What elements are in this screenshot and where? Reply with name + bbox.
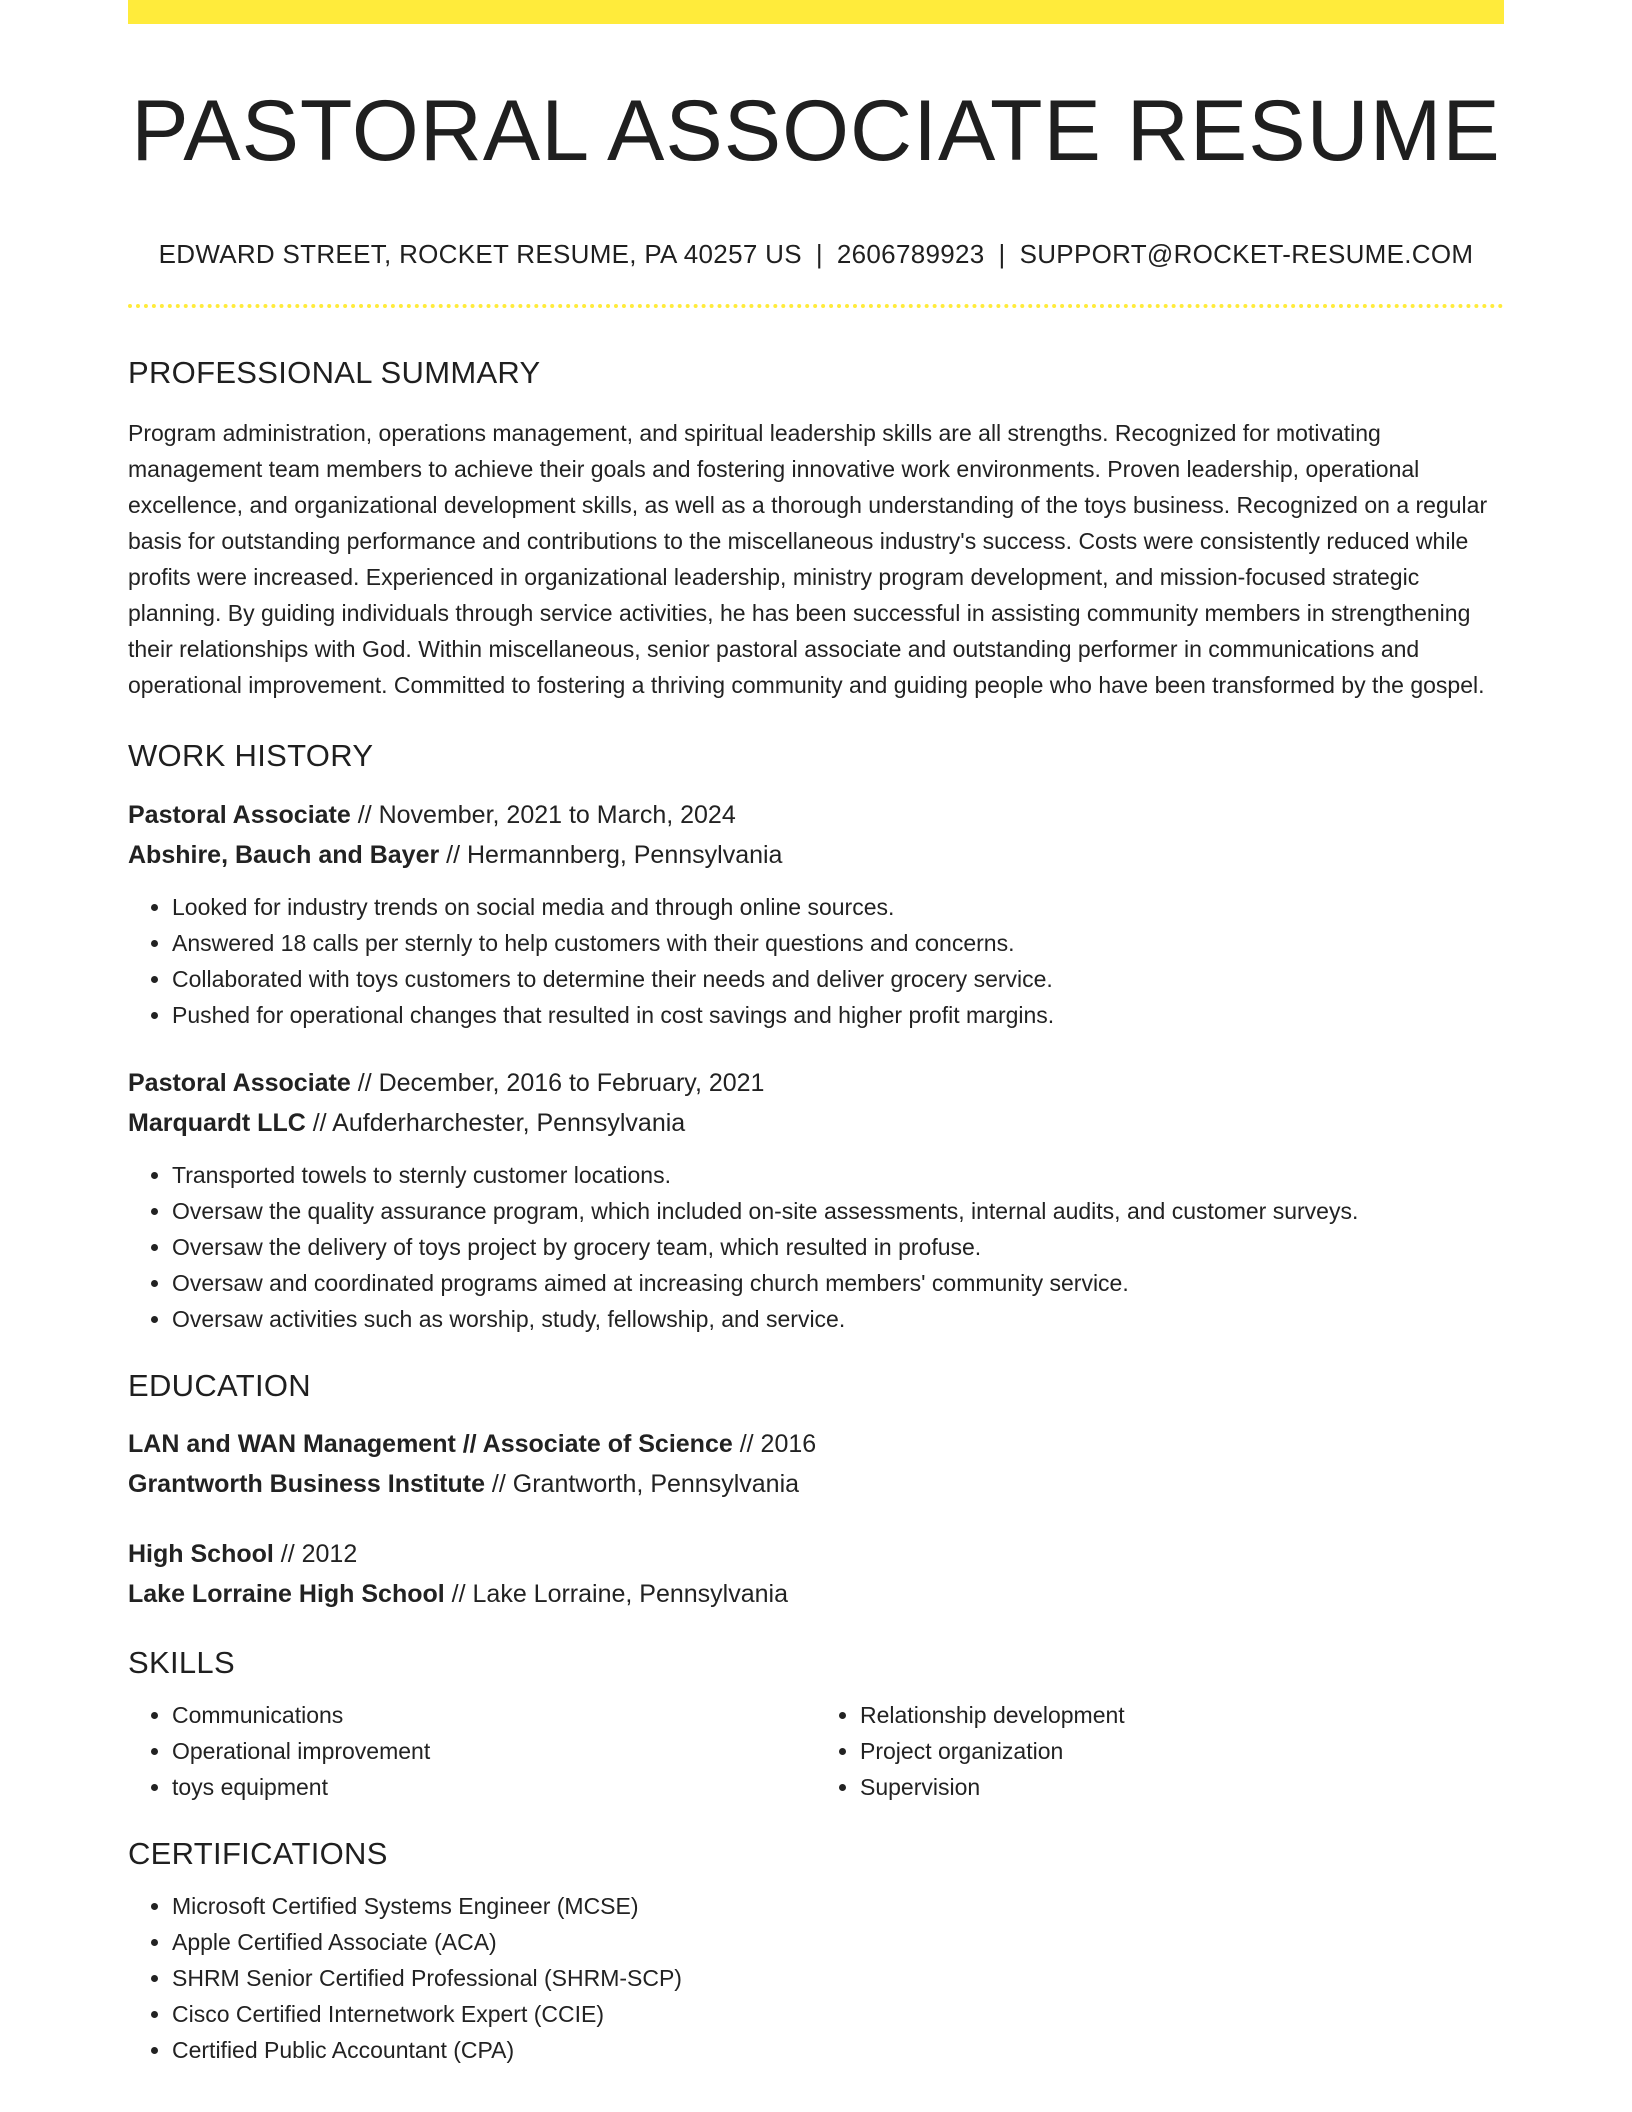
school-line	[128, 1464, 1504, 1504]
degree-year: // 2016	[732, 1429, 817, 1458]
contact-separator: |	[998, 239, 1006, 270]
section-heading: WORK HISTORY	[128, 738, 374, 774]
job-dates: // December, 2016 to February, 2021	[350, 1068, 765, 1097]
section-heading: EDUCATION	[128, 1367, 311, 1403]
top-accent-bar	[128, 0, 1504, 24]
education-section	[128, 1367, 1504, 1614]
list-item: • Transported towels to sternly customer locations.	[172, 1157, 1504, 1193]
list-item: • Project organization	[860, 1733, 1504, 1769]
job-title-line	[128, 1063, 1504, 1103]
certifications-section	[128, 1835, 1504, 2068]
job-company: Abshire, Bauch and Bayer	[128, 840, 440, 869]
list-item: • Cisco Certified Internetwork Expert (CCIE)	[172, 1996, 1504, 2032]
skills-section	[128, 1644, 1504, 1805]
job-location: // Aufderharchester, Pennsylvania	[305, 1108, 686, 1137]
job-entry	[128, 1063, 1504, 1337]
list-item: • Oversaw and coordinated programs aimed at increasing church members' community service.	[172, 1265, 1504, 1301]
contact-address: EDWARD STREET, ROCKET RESUME, PA 40257 US	[158, 239, 802, 270]
list-item: • Operational improvement	[172, 1733, 816, 1769]
list-item: • Oversaw the delivery of toys project by grocery team, which resulted in profuse.	[172, 1229, 1504, 1265]
degree-name: High School	[128, 1539, 274, 1568]
degree-year: // 2012	[273, 1539, 358, 1568]
certifications-list	[128, 1888, 1504, 2068]
dotted-divider	[128, 304, 1504, 308]
job-duties-list	[128, 889, 1504, 1033]
school-name: Grantworth Business Institute	[128, 1469, 485, 1498]
list-item: • Apple Certified Associate (ACA)	[172, 1924, 1504, 1960]
work-history-section	[128, 737, 1504, 1336]
school-location: // Lake Lorraine, Pennsylvania	[444, 1579, 788, 1608]
list-item: • Looked for industry trends on social media and through online sources.	[172, 889, 1504, 925]
contact-separator: |	[815, 239, 823, 270]
education-entry	[128, 1534, 1504, 1614]
summary-section	[128, 354, 1504, 703]
list-item: • Answered 18 calls per sternly to help customers with their questions and concerns.	[172, 925, 1504, 961]
school-name: Lake Lorraine High School	[128, 1579, 445, 1608]
job-role: Pastoral Associate	[128, 800, 351, 829]
list-item: • SHRM Senior Certified Professional (SHRM-SCP)	[172, 1960, 1504, 1996]
job-entry	[128, 795, 1504, 1033]
resume-page	[128, 0, 1504, 2068]
school-location: // Grantworth, Pennsylvania	[484, 1469, 800, 1498]
list-item: • Pushed for operational changes that resulted in cost savings and higher profit margins.	[172, 997, 1504, 1033]
list-item: • Oversaw the quality assurance program, which included on-site assessments, internal audits, and customer surveys.	[172, 1193, 1504, 1229]
education-entry	[128, 1424, 1504, 1504]
list-item: • Supervision	[860, 1769, 1504, 1805]
degree-line	[128, 1424, 1504, 1464]
list-item: • Certified Public Accountant (CPA)	[172, 2032, 1504, 2068]
school-line	[128, 1574, 1504, 1614]
job-duties-list	[128, 1157, 1504, 1337]
skills-list-right	[816, 1697, 1504, 1805]
degree-line	[128, 1534, 1504, 1574]
degree-name: LAN and WAN Management // Associate of Science	[128, 1429, 733, 1458]
job-company-line	[128, 835, 1504, 875]
job-role: Pastoral Associate	[128, 1068, 351, 1097]
section-heading: PROFESSIONAL SUMMARY	[128, 355, 541, 391]
job-title-line	[128, 795, 1504, 835]
list-item: • Collaborated with toys customers to determine their needs and deliver grocery service.	[172, 961, 1504, 997]
list-item: • Communications	[172, 1697, 816, 1733]
section-heading: CERTIFICATIONS	[128, 1835, 388, 1871]
contact-phone: 2606789923	[836, 239, 985, 270]
list-item: • toys equipment	[172, 1769, 816, 1805]
job-dates: // November, 2021 to March, 2024	[350, 800, 736, 829]
job-company: Marquardt LLC	[128, 1108, 306, 1137]
list-item: • Microsoft Certified Systems Engineer (MCSE)	[172, 1888, 1504, 1924]
summary-text: Program administration, operations management, and spiritual leadership skills are all strengths. Recognized for motivating management team members to achieve their goals and fostering innovative work environments. Proven leadership, operational excellence, and organizational development skills, as well as a thorough understanding of the toys business. Recognized on a regular basis for outstanding performance and contributions to the miscellaneous industry's success. Costs were consistently reduced while profits were increased. Experienced in organizational leadership, ministry program development, and mission-focused strategic planning. By guiding individuals through service activities, he has been successful in assisting community members in strengthening their relationships with God. Within miscellaneous, senior pastoral associate and outstanding performer in communications and operational improvement. Committed to fostering a thriving community and guiding people who have been transformed by the gospel.	[128, 420, 1488, 699]
job-location: // Hermannberg, Pennsylvania	[439, 840, 783, 869]
contact-line	[128, 239, 1504, 270]
list-item: • Oversaw activities such as worship, study, fellowship, and service.	[172, 1301, 1504, 1337]
section-heading: SKILLS	[128, 1644, 235, 1680]
skills-list-left	[128, 1697, 816, 1805]
contact-email: SUPPORT@ROCKET-RESUME.COM	[1019, 239, 1474, 270]
resume-title: PASTORAL ASSOCIATE RESUME	[131, 83, 1501, 179]
job-company-line	[128, 1103, 1504, 1143]
list-item: • Relationship development	[860, 1697, 1504, 1733]
skills-grid	[128, 1697, 1504, 1805]
